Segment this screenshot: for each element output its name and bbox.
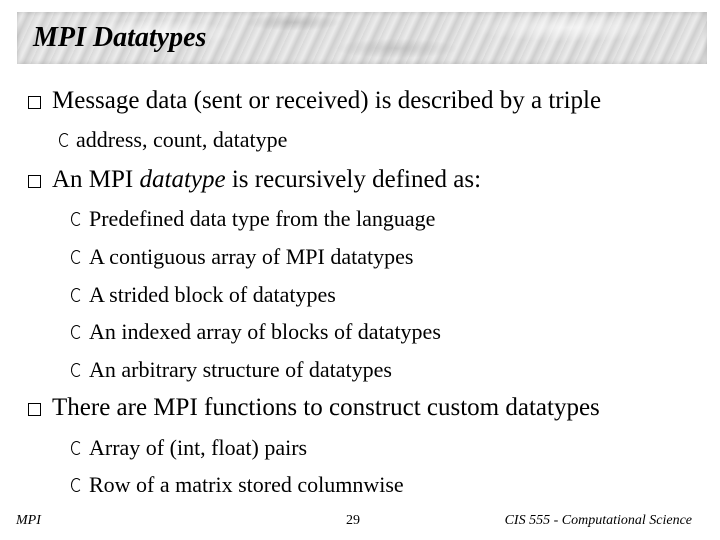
footer-left: MPI [16, 513, 41, 528]
bullet-text: There are MPI functions to construct custom datatypes [52, 394, 600, 421]
bullet-text-end: is recursively defined as: [225, 166, 482, 193]
sub-bullet-text: Array of (int, float) pairs [89, 435, 308, 460]
circle-bullet-icon [59, 133, 70, 147]
footer-right: CIS 555 - Computational Science [504, 513, 692, 528]
circle-bullet-icon [71, 325, 82, 339]
square-bullet-icon [28, 96, 41, 109]
circle-bullet-icon [71, 250, 82, 264]
slide-title: MPI Datatypes [33, 22, 207, 53]
circle-bullet-icon [71, 212, 82, 226]
square-bullet-icon [28, 403, 41, 416]
circle-bullet-icon [71, 363, 82, 377]
sub-bullet-text: Predefined data type from the language [89, 206, 436, 231]
sub-bullet-text: Row of a matrix stored columnwise [89, 472, 404, 497]
square-bullet-icon [28, 175, 41, 188]
sub-bullet-text: A contiguous array of MPI datatypes [89, 244, 414, 269]
circle-bullet-icon [71, 288, 82, 302]
bullet-text-start: An MPI [52, 166, 140, 193]
page-number: 29 [346, 513, 360, 528]
sub-bullet-text: An arbitrary structure of datatypes [89, 357, 392, 382]
bullet-text [52, 165, 481, 195]
sub-bullet-text: A strided block of datatypes [89, 282, 336, 307]
circle-bullet-icon [71, 478, 82, 492]
sub-bullet-text: address, count, datatype [76, 127, 288, 152]
sub-bullet-text: An indexed array of blocks of datatypes [89, 319, 441, 344]
circle-bullet-icon [71, 441, 82, 455]
bullet-text: Message data (sent or received) is described by a triple [52, 87, 602, 114]
datatype-emphasis: datatype [139, 166, 226, 193]
